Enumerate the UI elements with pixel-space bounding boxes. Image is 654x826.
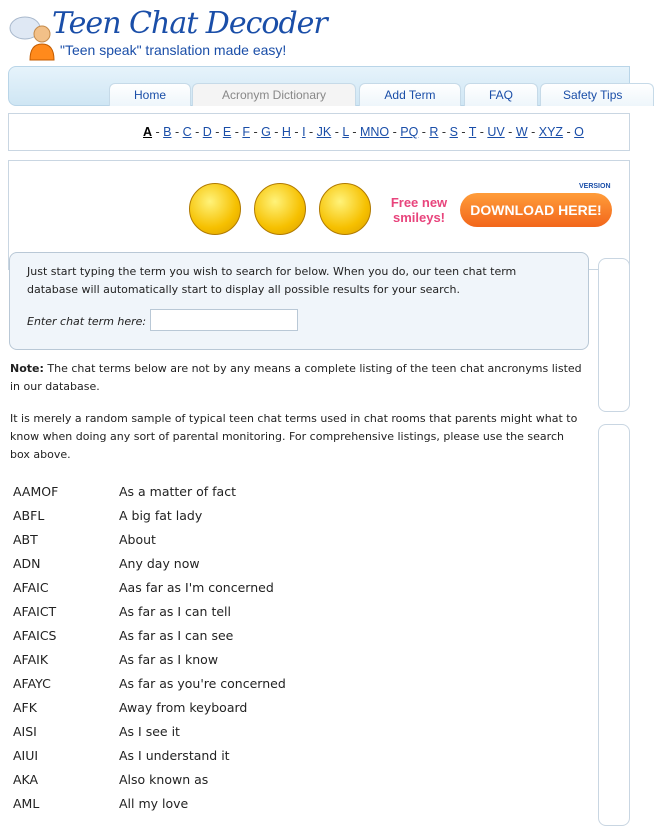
tab-safety-tips[interactable]: [540, 83, 654, 106]
alphabet-link-mno[interactable]: MNO: [359, 125, 390, 139]
term-abbreviation: AFAICS: [13, 628, 57, 643]
term-abbreviation: AFK: [13, 700, 37, 715]
alphabet-link-r[interactable]: R: [429, 125, 439, 139]
term-abbreviation: AFAICT: [13, 604, 57, 619]
alphabet-separator: -: [191, 125, 203, 139]
main-navbar: [8, 66, 630, 106]
term-abbreviation: AIUI: [13, 748, 39, 763]
alphabet-separator: -: [249, 125, 262, 139]
tab-label: FAQ: [488, 88, 513, 102]
term-meaning: Any day now: [119, 556, 200, 571]
term-row: [13, 744, 413, 768]
right-sidebar-panel-lower: [598, 424, 630, 826]
term-abbreviation: AAMOF: [13, 484, 59, 499]
sunglasses-smiley-icon: [319, 183, 371, 235]
alphabet-separator: -: [152, 125, 164, 139]
search-label: Enter chat term here:: [27, 315, 147, 328]
laughing-smiley-icon: [189, 183, 241, 235]
term-abbreviation: ADN: [13, 556, 41, 571]
tab-home[interactable]: [109, 83, 191, 106]
tab-label: Home: [133, 88, 166, 102]
term-meaning: As I understand it: [119, 748, 230, 763]
alphabet-link-a[interactable]: A: [143, 125, 153, 139]
alphabet-separator: -: [305, 125, 317, 139]
search-panel: [9, 252, 589, 350]
term-row: [13, 792, 413, 816]
tab-label: Safety Tips: [563, 88, 623, 102]
alphabet-separator: -: [389, 125, 401, 139]
alphabet-separator: -: [211, 125, 223, 139]
term-meaning: As I see it: [119, 724, 180, 739]
site-tagline: "Teen speak" translation made easy!: [60, 42, 287, 58]
search-instructions: Just start typing the term you wish to search for below. When you do, our teen chat term database will automatically start to display all possible results for your search.: [27, 265, 517, 296]
alphabet-separator: -: [348, 125, 360, 139]
term-row: [13, 672, 413, 696]
alphabet-link-l[interactable]: L: [342, 125, 349, 139]
term-row: [13, 480, 413, 504]
sample-paragraph: It is merely a random sample of typical teen chat terms used in chat rooms that parents might what to know when doing any sort of parental monitoring. For comprehensive listings, please use the search box above.: [10, 412, 578, 461]
tab-add-term[interactable]: [359, 83, 461, 106]
term-abbreviation: AFAIK: [13, 652, 49, 667]
alphabet-separator: -: [290, 125, 303, 139]
alphabet-nav: [8, 113, 630, 151]
alphabet-link-t[interactable]: T: [468, 125, 477, 139]
alphabet-separator: -: [438, 125, 450, 139]
tab-label: Acronym Dictionary: [221, 88, 327, 102]
alphabet-link-s[interactable]: S: [449, 125, 458, 139]
alphabet-link-e[interactable]: E: [222, 125, 232, 139]
term-meaning: As far as I can see: [119, 628, 234, 643]
alphabet-separator: -: [331, 125, 343, 139]
term-row: [13, 768, 413, 792]
alphabet-link-b[interactable]: B: [163, 125, 172, 139]
alphabet-link-jk[interactable]: JK: [316, 125, 332, 139]
term-row: [13, 504, 413, 528]
alphabet-separator: -: [418, 125, 430, 139]
alphabet-link-xyz[interactable]: XYZ: [538, 125, 564, 139]
term-abbreviation: AFAYC: [13, 676, 51, 691]
ad-tagline: Free new smileys!: [390, 195, 448, 225]
term-abbreviation: AKA: [13, 772, 39, 787]
term-row: [13, 648, 413, 672]
chat-term-search-input[interactable]: [150, 309, 298, 331]
alphabet-link-i[interactable]: I: [302, 125, 306, 139]
right-sidebar-panel: [598, 258, 630, 412]
term-abbreviation: ABFL: [13, 508, 45, 523]
term-row: [13, 600, 413, 624]
alphabet-link-c[interactable]: C: [182, 125, 192, 139]
term-row: [13, 720, 413, 744]
term-abbreviation: AISI: [13, 724, 37, 739]
alphabet-link-g[interactable]: G: [261, 125, 271, 139]
term-meaning: Also known as: [119, 772, 209, 787]
term-meaning: As far as I can tell: [119, 604, 231, 619]
note-text: The chat terms below are not by any means a complete listing of the teen chat ancronyms listed in our database.: [10, 362, 582, 393]
smileys-ad-banner[interactable]: [159, 171, 629, 233]
term-row: [13, 528, 413, 552]
alphabet-separator: -: [457, 125, 469, 139]
alphabet-separator: -: [270, 125, 282, 139]
term-row: [13, 576, 413, 600]
alphabet-link-f[interactable]: F: [242, 125, 250, 139]
term-meaning: As far as I know: [119, 652, 219, 667]
heart-eyes-smiley-icon: [254, 183, 306, 235]
term-meaning: Away from keyboard: [119, 700, 248, 715]
alphabet-link-w[interactable]: W: [515, 125, 528, 139]
term-meaning: All my love: [119, 796, 189, 811]
alphabet-links: [143, 125, 584, 139]
term-abbreviation: AFAIC: [13, 580, 49, 595]
alphabet-separator: -: [527, 125, 539, 139]
alphabet-link-pq[interactable]: PQ: [400, 125, 419, 139]
alphabet-link-h[interactable]: H: [281, 125, 291, 139]
term-meaning: As far as you're concerned: [119, 676, 286, 691]
ad-version-label: VERSION: [579, 183, 611, 190]
tab-label: Add Term: [384, 88, 436, 102]
term-meaning: A big fat lady: [119, 508, 203, 523]
note-prefix: Note:: [10, 362, 44, 375]
tab-faq[interactable]: [464, 83, 538, 106]
alphabet-separator: -: [504, 125, 516, 139]
alphabet-link-o[interactable]: O: [574, 125, 584, 139]
term-meaning: About: [119, 532, 156, 547]
download-button[interactable]: DOWNLOAD HERE!: [460, 193, 612, 227]
term-abbreviation: AML: [13, 796, 40, 811]
alphabet-separator: -: [476, 125, 488, 139]
site-header: [0, 0, 615, 66]
tab-acronym-dictionary[interactable]: [192, 83, 356, 106]
alphabet-separator: -: [231, 125, 243, 139]
alphabet-link-uv[interactable]: UV: [487, 125, 505, 139]
term-meaning: Aas far as I'm concerned: [119, 580, 274, 595]
alphabet-separator: -: [563, 125, 575, 139]
chat-user-icon: [8, 10, 58, 60]
term-row: [13, 552, 413, 576]
term-row: [13, 696, 413, 720]
term-abbreviation: ABT: [13, 532, 38, 547]
alphabet-separator: -: [171, 125, 183, 139]
alphabet-link-d[interactable]: D: [202, 125, 212, 139]
site-title[interactable]: Teen Chat Decoder: [52, 6, 327, 41]
term-meaning: As a matter of fact: [119, 484, 236, 499]
note-paragraph: [10, 360, 586, 396]
term-row: [13, 624, 413, 648]
